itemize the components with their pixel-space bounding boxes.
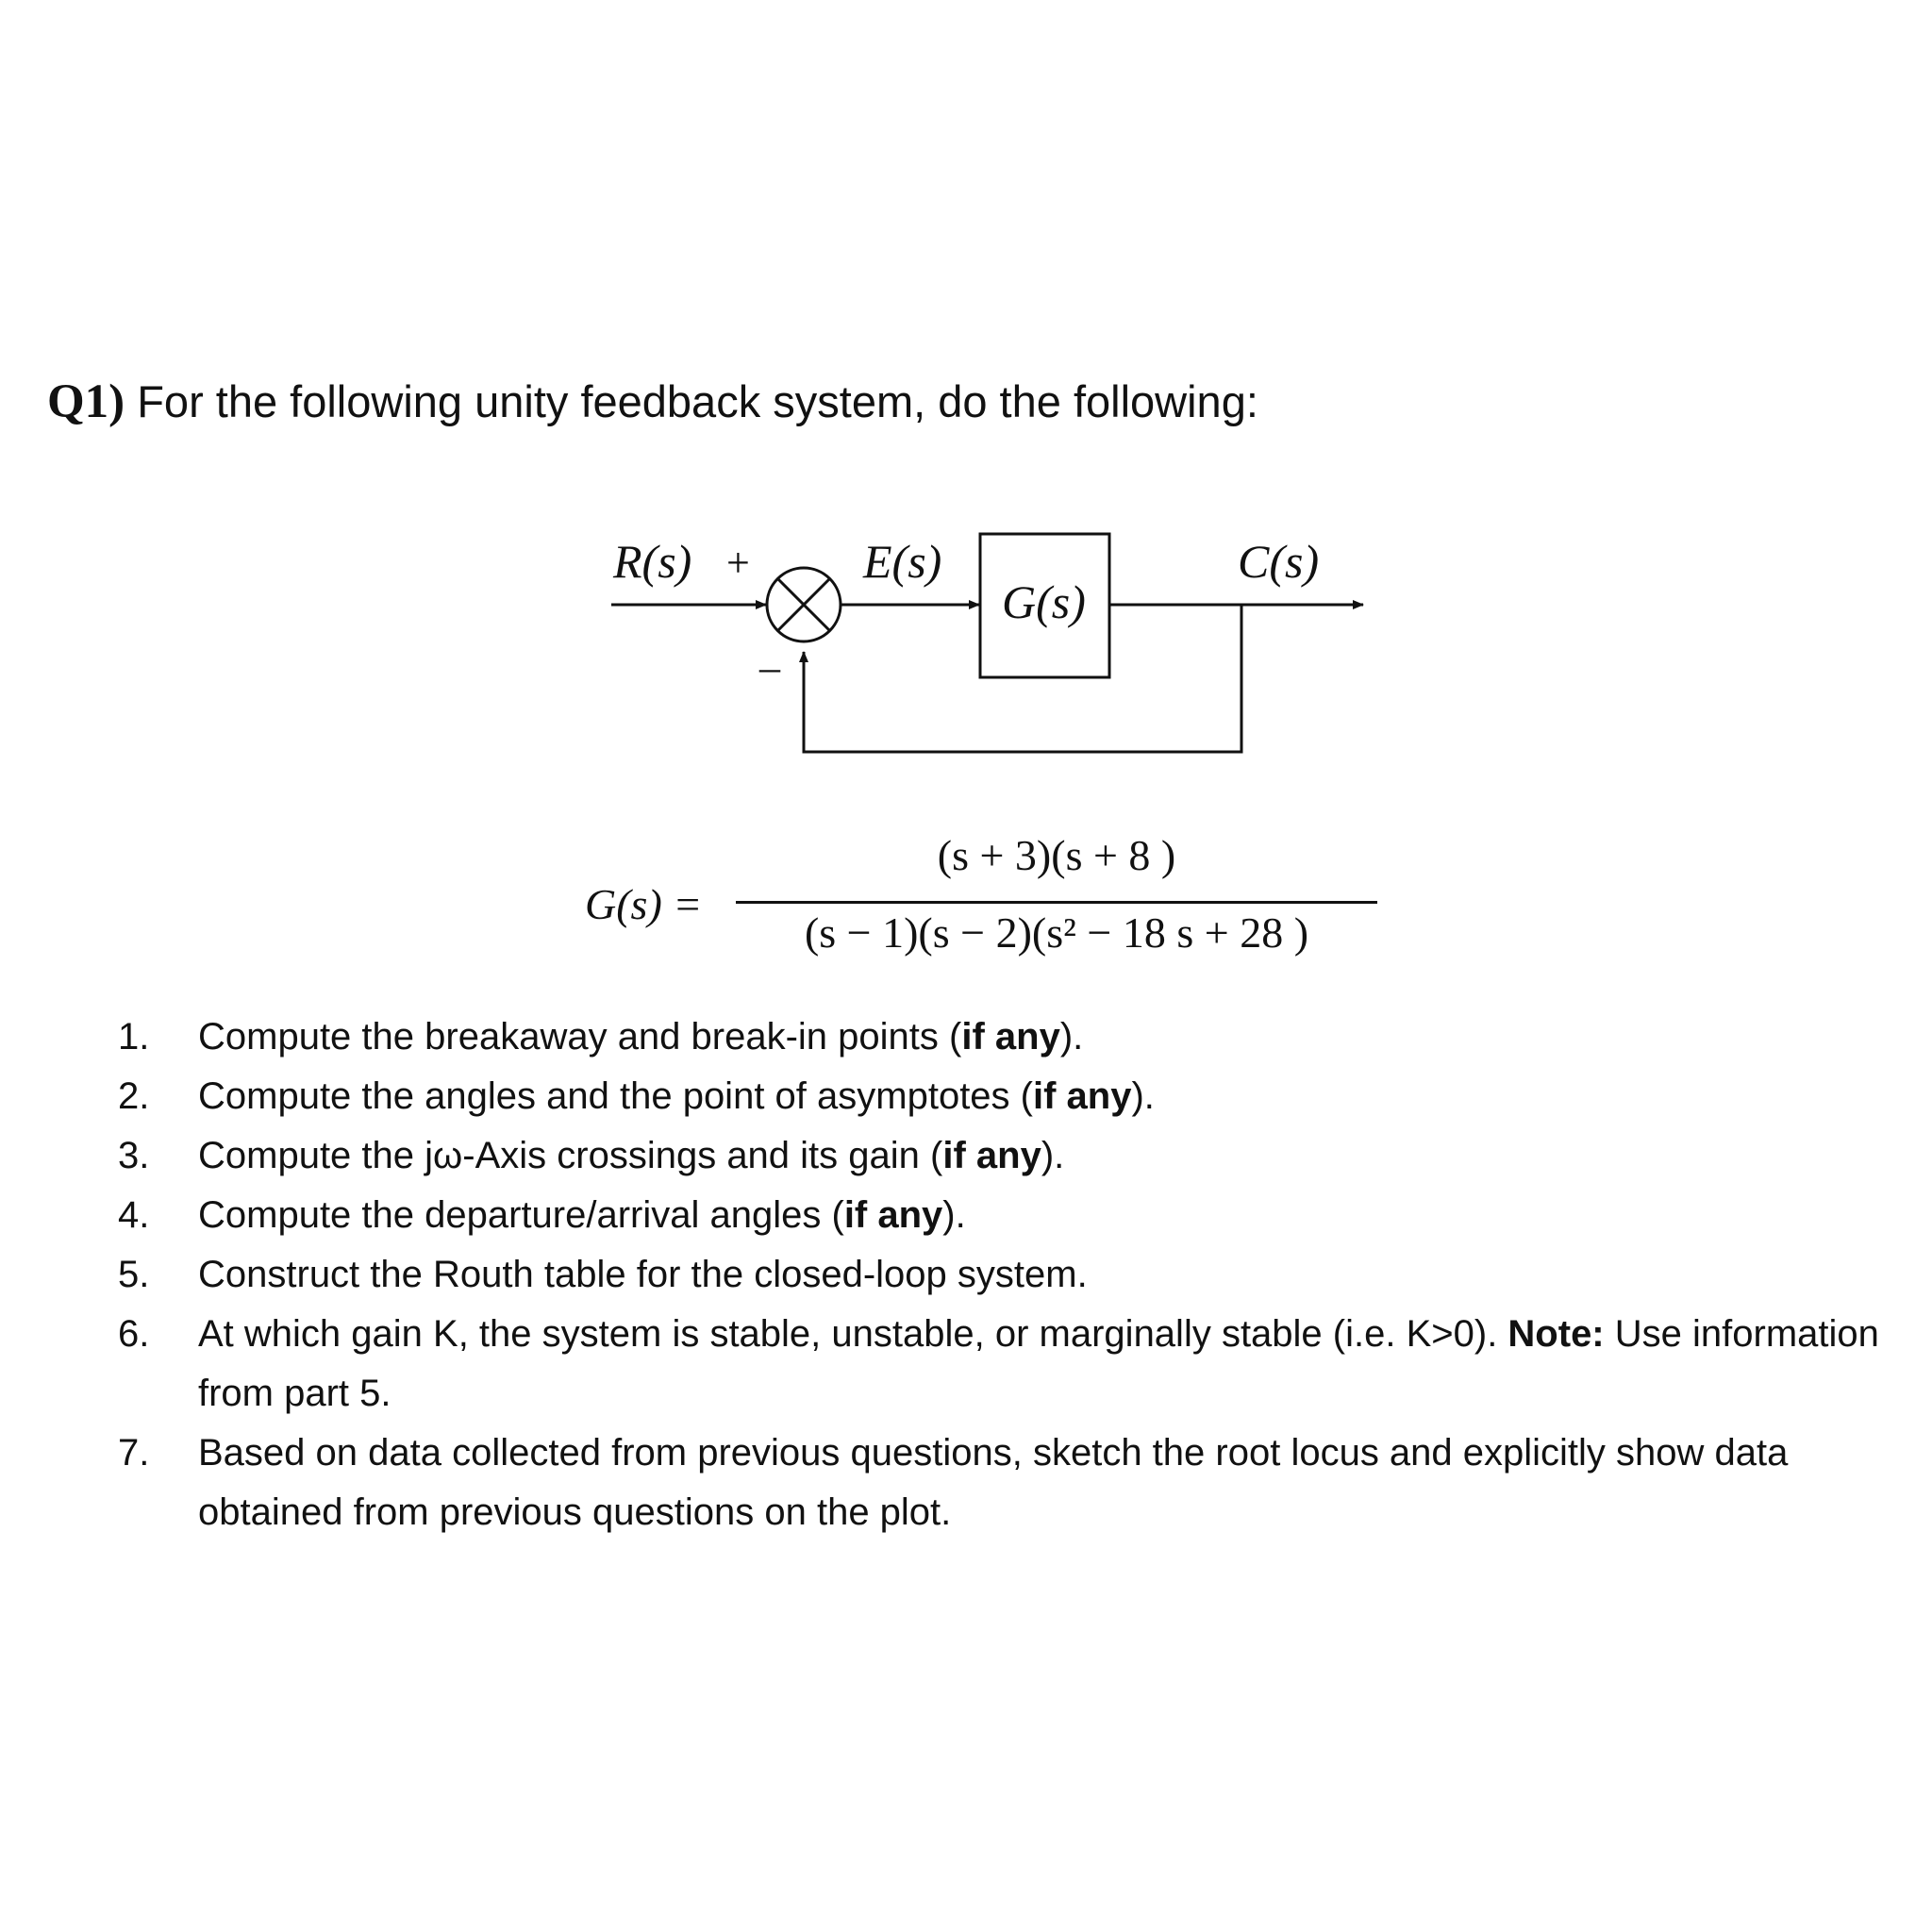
task-number: 1. [118, 1016, 150, 1058]
question-number: Q1) [47, 375, 125, 428]
error-label: E(s) [863, 535, 942, 588]
task-item [118, 1186, 1891, 1245]
output-label: C(s) [1238, 535, 1320, 588]
task-number: 7. [118, 1432, 150, 1474]
block-label: G(s) [1002, 575, 1086, 628]
task-emphasis: if any [843, 1194, 943, 1236]
task-emphasis: if any [942, 1135, 1041, 1176]
task-emphasis: if any [961, 1016, 1060, 1058]
task-number: 4. [118, 1194, 150, 1236]
task-item [118, 1305, 1891, 1424]
minus-sign: – [759, 644, 780, 691]
task-text: Use information from part 5. [198, 1313, 1879, 1414]
task-text: ). [942, 1194, 966, 1236]
task-text: Compute the jω-Axis crossings and its gain ( [198, 1135, 943, 1176]
task-text: ). [1059, 1016, 1084, 1058]
task-item [118, 1245, 1891, 1305]
task-number: 5. [118, 1254, 150, 1295]
task-item [118, 1008, 1891, 1067]
task-text: Compute the breakaway and break-in points ( [198, 1016, 962, 1058]
task-number: 2. [118, 1075, 150, 1117]
task-emphasis: if any [1032, 1075, 1132, 1117]
task-number: 6. [118, 1313, 150, 1355]
task-text: ). [1041, 1135, 1065, 1176]
task-number: 3. [118, 1135, 150, 1176]
task-list [118, 1008, 1891, 1542]
equation-lhs: G(s) = [585, 880, 703, 928]
task-text: Based on data collected from previous questions, sketch the root locus and explicitly show data obtained from previous questions on the plot. [198, 1432, 1789, 1533]
task-item [118, 1067, 1891, 1126]
task-text: Compute the angles and the point of asymptotes ( [198, 1075, 1033, 1117]
task-text: ). [1131, 1075, 1155, 1117]
task-text: Construct the Routh table for the closed-loop system. [198, 1254, 1088, 1295]
task-item [118, 1126, 1891, 1186]
block-diagram [0, 0, 1932, 849]
task-item [118, 1424, 1891, 1542]
transfer-function-equation [585, 830, 1377, 972]
task-text: Compute the departure/arrival angles ( [198, 1194, 844, 1236]
equation-denominator: (s − 1)(s − 2)(s² − 18 s + 28 ) [804, 908, 1309, 957]
summing-junction [767, 568, 841, 641]
task-emphasis: Note: [1507, 1313, 1605, 1355]
equation-numerator: (s + 3)(s + 8 ) [937, 831, 1176, 879]
plus-sign: + [726, 540, 750, 586]
fraction-bar [736, 901, 1377, 904]
task-text: At which gain K, the system is stable, unstable, or marginally stable (i.e. K>0). [198, 1313, 1508, 1355]
question-text: For the following unity feedback system, do the following: [125, 376, 1258, 426]
input-label: R(s) [613, 535, 692, 588]
